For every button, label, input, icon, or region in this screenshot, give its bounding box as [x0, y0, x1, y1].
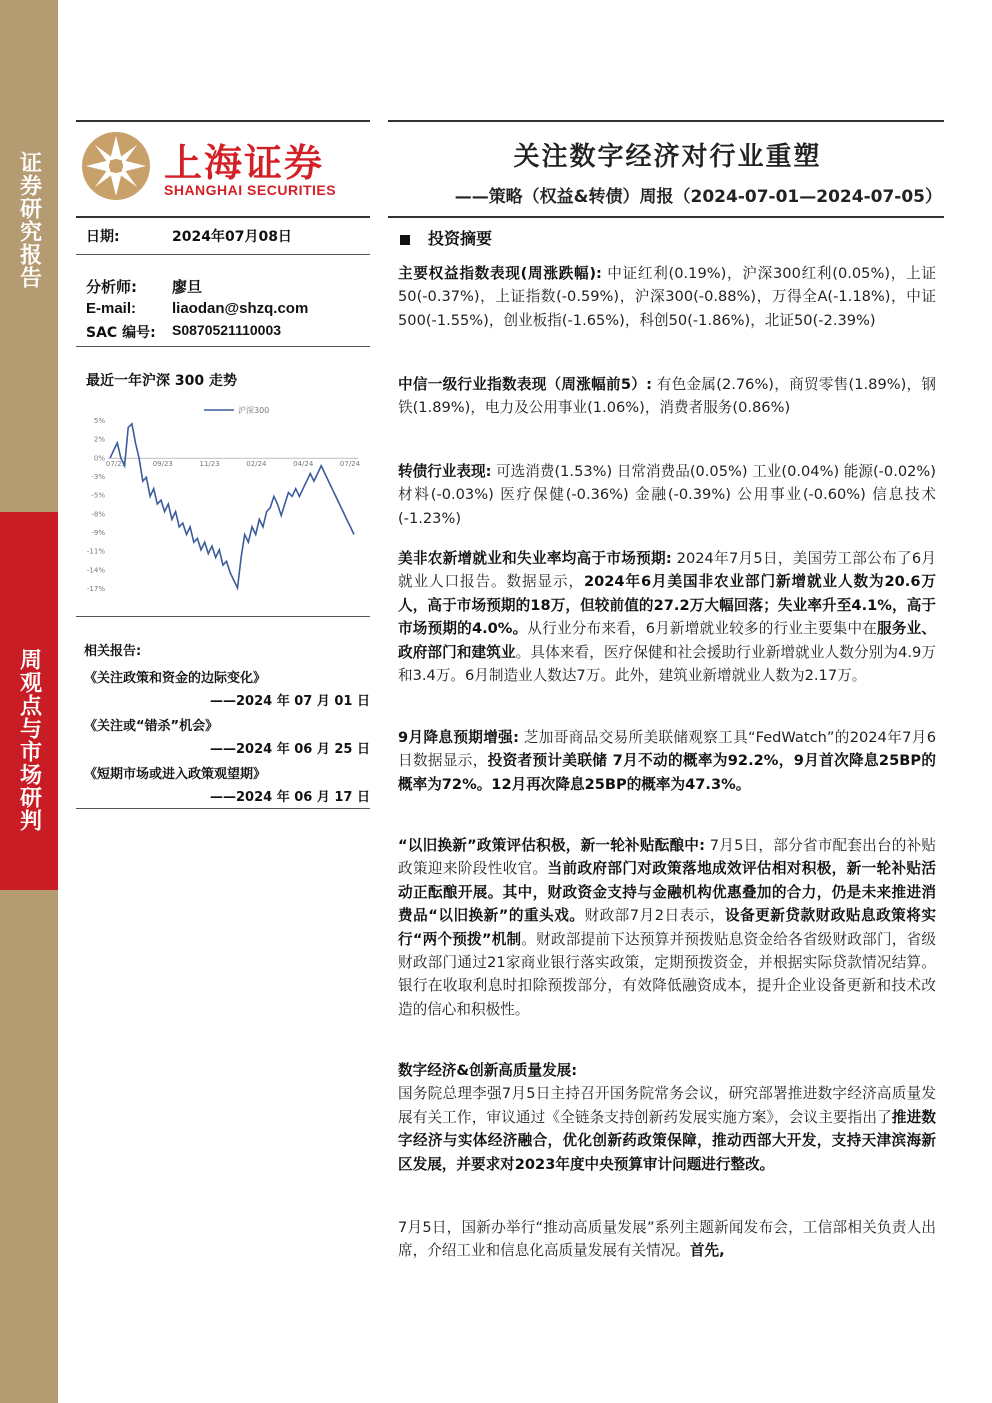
digital-economy-highlight: 推进数字经济与实体经济融合，优化创新药政策保障，推动西部大开发，支持天津滨海新区发展，并要求对2023年度中央预算审计问题进行整改。	[398, 1108, 936, 1173]
meta-divider	[76, 254, 370, 255]
trade-in-text-2: 财政部7月2日表示，	[584, 907, 725, 925]
header-rule-left	[76, 120, 370, 122]
industry-performance-text: 有色金属(2.76%)，商贸零售(1.89%)，钢铁(1.89%)，电力及公用事业(1.06%)，消费者服务(0.86%)	[398, 376, 936, 417]
trade-in-mechanism: 设备更新贷款财政贴息政策将实行“两个预拨”机制	[398, 907, 936, 948]
related-report-item[interactable]: 《关注或“错杀”机会》	[84, 719, 219, 734]
employment-lead: 美非农新增就业和失业率均高于市场预期:	[398, 550, 672, 567]
employment-text-3: 。具体来看，医疗保健和社会援助行业新增就业人数分别为4.9万和3.4万。6月制造业人数达7万。此外，建筑业新增就业人数为2.17万。	[398, 643, 936, 685]
trade-in-text-1: 7月5日，部分省市配套出台的补贴政策迎来阶段性收官。	[398, 837, 936, 878]
employment-sectors: 服务业、政府部门和建筑业	[398, 620, 936, 661]
index-performance-paragraph	[398, 262, 936, 332]
bullet-square-icon	[400, 235, 410, 245]
trade-in-text-3: 。财政部提前下达预算并预拨贴息资金给各省级财政部门，省级财政部门通过21家商业银行落实政策，定期预拨资金，并根据实际贷款情况结算。银行在收取利息时扣除预拨部分，有效降低融资成本，提升企业设备更新和技术改造的信心和积极性。	[398, 930, 936, 1018]
x-tick-label: 07/24	[339, 460, 361, 469]
related-report-item[interactable]: 《短期市场或进入政策观望期》	[84, 767, 267, 782]
digital-economy-lead: 数字经济&创新高质量发展:	[398, 1062, 578, 1079]
digital-economy-paragraph	[398, 1059, 936, 1176]
y-tick-label: -17%	[86, 585, 105, 593]
date-label: 日期:	[86, 229, 120, 245]
company-logo	[80, 128, 370, 206]
chart-divider	[76, 616, 370, 617]
trade-in-lead: “以旧换新”政策评估积极，新一轮补贴酝酿中:	[398, 837, 705, 854]
summary-heading	[400, 226, 492, 249]
sidebar-report-category: 周观点与市场研判	[16, 648, 42, 832]
x-tick-label: 02/24	[246, 460, 267, 469]
index-performance-lead: 主要权益指数表现(周涨跌幅):	[398, 265, 602, 282]
y-tick-label: 0%	[93, 454, 105, 463]
press-conference-lead: 首先,	[689, 1242, 725, 1260]
sidebar-report-type: 证券研究报告	[16, 151, 42, 289]
sac-value: S0870521110003	[172, 322, 282, 338]
press-conference-text: 7月5日，国新办举行“推动高质量发展”系列主题新闻发布会，工信部相关负责人出席，介绍工业和信息化高质量发展有关情况。	[398, 1219, 936, 1260]
series-line	[110, 424, 354, 588]
y-tick-label: -5%	[91, 491, 105, 500]
analyst-label: 分析师:	[86, 278, 137, 296]
header-bottom-rule-right	[388, 216, 944, 218]
x-tick-label: 04/24	[293, 460, 314, 469]
x-tick-label: 11/23	[199, 460, 220, 469]
convertible-performance-paragraph	[398, 460, 936, 530]
header-bottom-rule-left	[76, 216, 370, 218]
report-subtitle: ——策略（权益&转债）周报（2024-07-01—2024-07-05）	[454, 187, 942, 207]
employment-text-1: 2024年7月5日，美国劳工部公布了6月就业人口报告。数据显示，	[398, 550, 936, 591]
legend-label: 沪深300	[238, 406, 270, 415]
convertible-performance-lead: 转债行业表现:	[398, 463, 492, 480]
chart-title: 最近一年沪深 300 走势	[86, 373, 237, 389]
y-tick-label: -3%	[91, 473, 105, 481]
related-report-date: ——2024 年 06 月 17 日	[210, 790, 370, 805]
x-tick-label: 07/23	[105, 460, 127, 469]
y-tick-label: 2%	[93, 435, 105, 444]
index-performance-text: 中证红利(0.19%)，沪深300红利(0.05%)，上证50(-0.37%)，上证指数(-0.59%)，沪深300(-0.88%)，万得全A(-1.18%)，中证500(-1.55%)，创业板指(-1.65%)，科创50(-1.86%)，北证50(-2.39%)	[398, 265, 936, 329]
x-tick-label: 09/23	[152, 460, 173, 469]
related-divider	[76, 808, 370, 809]
y-tick-label: -9%	[91, 529, 105, 537]
rate-cut-highlight: 投资者预计美联储 7月不动的概率为92.2%，9月首次降息25BP的概率为72%。12月再次降息25BP的概率为47.3%。	[398, 752, 936, 793]
logo-chinese-name: 上海证券	[164, 141, 325, 185]
related-reports-title: 相关报告:	[84, 644, 142, 659]
y-tick-label: 5%	[93, 417, 105, 425]
date-value: 2024年07月08日	[172, 229, 292, 245]
y-tick-label: -11%	[86, 547, 105, 556]
convertible-performance-text: 可选消费(1.53%) 日常消费品(0.05%) 工业(0.04%) 能源(-0.02%) 材料(-0.03%) 医疗保健(-0.36%) 金融(-0.39%) 公用事业(-0.60%) 信息技术(-1.23%)	[398, 463, 936, 527]
rate-cut-paragraph	[398, 726, 936, 796]
analyst-name: 廖旦	[172, 278, 203, 296]
related-reports	[84, 640, 370, 811]
employment-text-2: 从行业分布来看，6月新增就业较多的行业主要集中在	[527, 620, 878, 638]
analyst-divider	[76, 346, 370, 347]
rate-cut-lead: 9月降息预期增强:	[398, 729, 519, 746]
y-tick-label: -8%	[91, 510, 105, 519]
related-report-date: ——2024 年 06 月 25 日	[210, 742, 370, 757]
y-tick-label: -14%	[86, 566, 105, 575]
industry-performance-lead: 中信一级行业指数表现（周涨幅前5）:	[398, 376, 652, 393]
report-title: 关注数字经济对行业重塑	[513, 142, 822, 172]
digital-economy-text: 国务院总理李强7月5日主持召开国务院常务会议，研究部署推进数字经济高质量发展有关工作，审议通过《全链条支持创新药发展实施方案》，会议主要指出了	[398, 1085, 936, 1126]
employment-paragraph	[398, 547, 936, 687]
press-conference-paragraph	[398, 1216, 936, 1263]
related-report-date: ——2024 年 07 月 01 日	[210, 694, 370, 709]
logo-mark-icon	[80, 130, 152, 202]
employment-highlight: 2024年6月美国非农业部门新增就业人数为20.6万人，高于市场预期的18万，但较前值的27.2万大幅回落；失业率升至4.1%，高于市场预期的4.0%。	[398, 573, 936, 638]
header-rule-right	[388, 120, 944, 122]
email-value[interactable]: liaodan@shzq.com	[172, 300, 309, 317]
sac-label: SAC 编号:	[86, 325, 156, 341]
industry-performance-paragraph	[398, 373, 936, 420]
trade-in-highlight: 当前政府部门对政策落地成效评估相对积极，新一轮补贴活动正酝酿开展。其中，财政资金支持与金融机构优惠叠加的合力，仍是未来推进消费品“以旧换新”的重头戏。	[398, 860, 936, 925]
rate-cut-text: 芝加哥商品交易所美联储观察工具“FedWatch”的2024年7月6日数据显示，	[398, 729, 936, 770]
hs300-trend-chart	[82, 396, 370, 596]
trade-in-paragraph	[398, 834, 936, 1021]
summary-heading-text: 投资摘要	[428, 229, 493, 248]
related-report-item[interactable]: 《关注政策和资金的边际变化》	[84, 671, 267, 686]
email-label: E-mail:	[86, 300, 137, 317]
logo-english-name: SHANGHAI SECURITIES	[164, 182, 337, 198]
